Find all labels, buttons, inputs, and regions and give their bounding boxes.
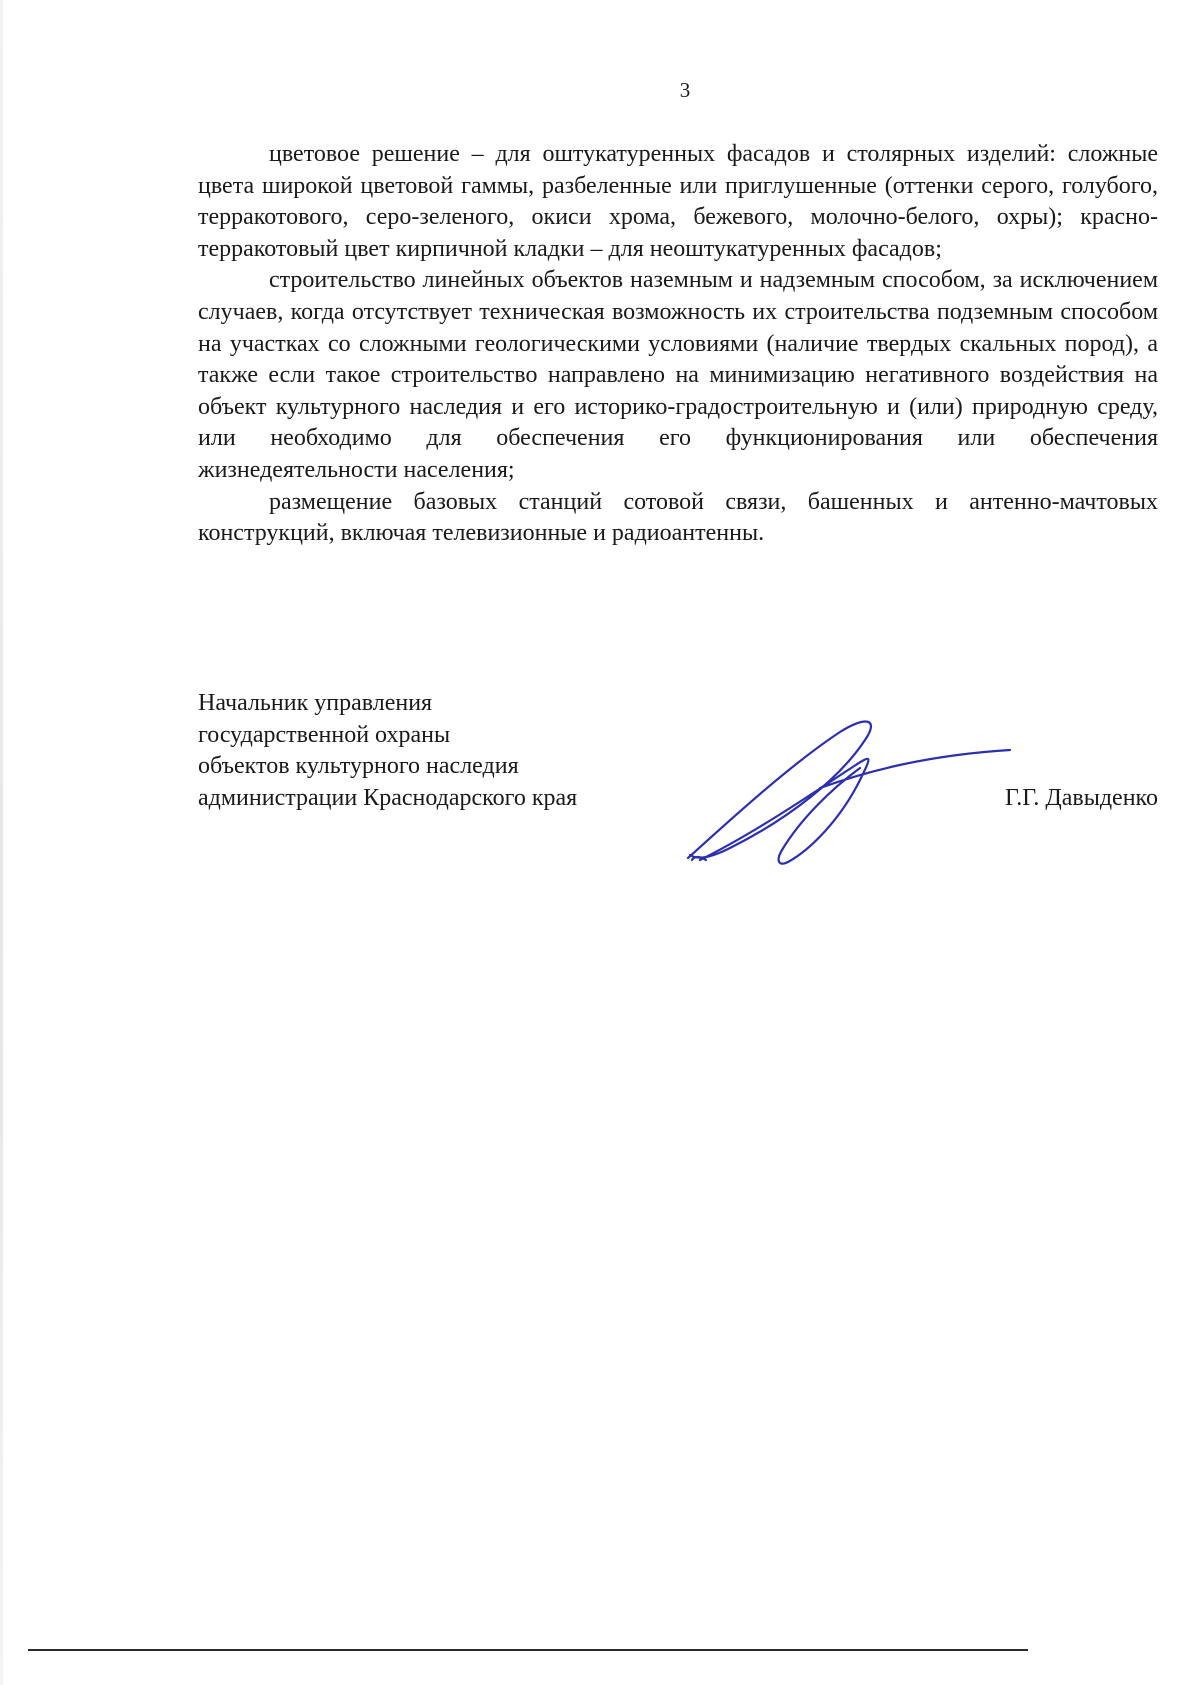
document-body: [198, 139, 1158, 550]
handwritten-signature: [670, 710, 1030, 870]
position-line: Начальник управления: [198, 690, 433, 716]
signatory-position: [198, 688, 577, 814]
signatory-name: Г.Г. Давыденко: [1005, 785, 1158, 811]
position-line: государственной охраны: [198, 721, 451, 748]
footer-rule: [28, 1649, 1028, 1651]
scan-edge-shadow: [0, 0, 3, 1685]
position-line: объектов культурного наследия: [198, 753, 519, 780]
paragraph-base-stations: размещение базовых станций сотовой связи, башенных и антенно-мачтовых конструкций, включая телевизионные и радиоантенны.: [198, 488, 1158, 547]
paragraph-color-scheme: цветовое решение – для оштукатуренных фасадов и столярных изделий: сложные цвета широкой цветовой гаммы, разбеленные или приглушенные (оттенки серого, голубого, терракотового, серо-зеленого, окиси хрома, бежевого, молочно-белого, охры); красно-терракотовый цвет кирпичной кладки – для неоштукатуренных фасадов;: [198, 141, 1158, 262]
paragraph-linear-objects: строительство линейных объектов наземным и надземным способом, за исключением случаев, когда отсутствует техническая возможность их строительства подземным способом на участках со сложными геологическими условиями (наличие твердых скальных пород), а также если такое строительство направлено на минимизацию негативного воздействия на объект культурного наследия и его историко-градостроительную и (или) природную среду, или необходимо для обеспечения его функционирования или обеспечения жизнедеятельности населения;: [198, 267, 1158, 483]
page-number: 3: [679, 78, 691, 102]
position-line: администрации Краснодарского края: [198, 784, 578, 811]
